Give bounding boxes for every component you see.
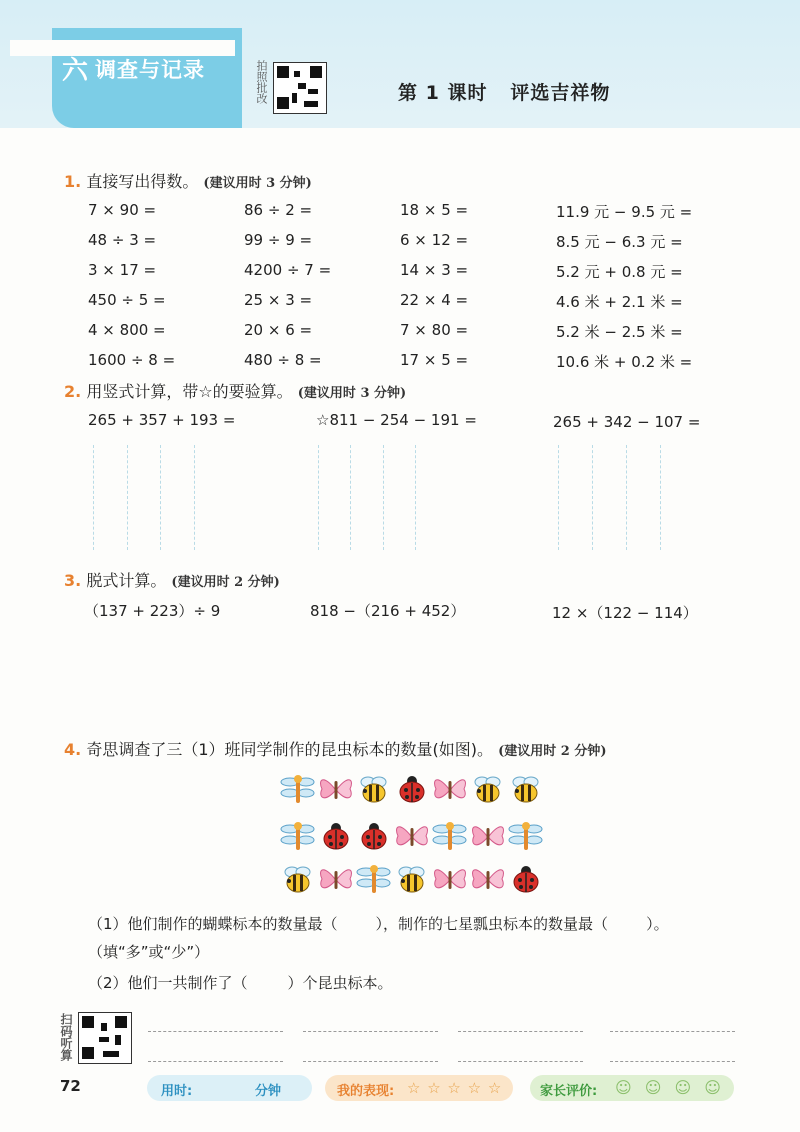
ladybug-icon — [394, 773, 430, 809]
answer-line[interactable] — [610, 1061, 735, 1062]
question-text: 脱式计算。 — [86, 571, 167, 590]
guide-line — [660, 445, 661, 550]
dragonfly-icon — [280, 773, 316, 809]
q1-expression: 99 ÷ 9 = — [244, 231, 313, 249]
q4-sub-2 — [88, 972, 393, 993]
qr-code-icon[interactable] — [78, 1012, 132, 1064]
question-1-heading — [64, 169, 312, 192]
butterfly-icon — [432, 773, 468, 809]
guide-line — [415, 445, 416, 550]
q2-item-3: 265 + 342 − 107 = — [553, 413, 701, 431]
q1-expression: 5.2 米 − 2.5 米 = — [556, 323, 683, 341]
q1-expression: 22 × 4 = — [400, 291, 469, 309]
ladybug-icon — [318, 820, 354, 856]
q4-sub-2-part-b: ）个昆虫标本。 — [287, 974, 393, 992]
q1-expression: 25 × 3 = — [244, 291, 313, 309]
guide-line — [93, 445, 94, 550]
q1-expression: 1600 ÷ 8 = — [88, 351, 176, 369]
parent-label: 家长评价: — [540, 1084, 598, 1099]
answer-line[interactable] — [458, 1061, 583, 1062]
q1-expression: 5.2 元 + 0.8 元 = — [556, 263, 683, 281]
q1-expression: 17 × 5 = — [400, 351, 469, 369]
question-text: 直接写出得数。 — [86, 172, 199, 191]
question-number: 1. — [64, 172, 82, 191]
q1-expression: 14 × 3 = — [400, 261, 469, 279]
butterfly-icon — [318, 773, 354, 809]
guide-line — [383, 445, 384, 550]
q1-expression: 450 ÷ 5 = — [88, 291, 166, 309]
q4-sub-1-part-c: ）。 — [646, 915, 669, 933]
time-hint: (建议用时 2 分钟) — [171, 575, 280, 590]
guide-line — [592, 445, 593, 550]
dragonfly-icon — [280, 820, 316, 856]
butterfly-icon — [470, 863, 506, 899]
question-number: 2. — [64, 382, 82, 401]
q1-expression: 8.5 元 − 6.3 元 = — [556, 233, 683, 251]
question-number: 3. — [64, 571, 82, 590]
scan-correct-label: 拍照批改 — [255, 60, 268, 104]
time-hint: (建议用时 3 分钟) — [297, 386, 407, 401]
butterfly-icon — [470, 820, 506, 856]
q1-expression: 10.6 米 + 0.2 米 = — [556, 353, 693, 371]
parent-box — [530, 1075, 734, 1101]
q1-expression: 18 × 5 = — [400, 201, 469, 219]
guide-line — [626, 445, 627, 550]
star-rating[interactable]: ☆ ☆ ☆ ☆ ☆ — [407, 1079, 503, 1097]
bee-icon — [470, 773, 506, 809]
butterfly-icon — [432, 863, 468, 899]
q1-expression: 4200 ÷ 7 = — [244, 261, 332, 279]
performance-label: 我的表现: — [337, 1084, 395, 1099]
q1-expression: 48 ÷ 3 = — [88, 231, 157, 249]
guide-line — [558, 445, 559, 550]
guide-line — [160, 445, 161, 550]
scan-listen-label: 扫码听算 — [59, 1013, 73, 1061]
guide-line — [194, 445, 195, 550]
dragonfly-icon — [356, 863, 392, 899]
time-box — [147, 1075, 312, 1101]
lesson-title — [398, 78, 610, 105]
dragonfly-icon — [432, 820, 468, 856]
q4-sub-1 — [88, 913, 669, 934]
performance-box — [325, 1075, 513, 1101]
q4-sub-2-part-a: （2）他们一共制作了（ — [88, 974, 248, 992]
ladybug-icon — [508, 863, 544, 899]
q1-expression: 11.9 元 − 9.5 元 = — [556, 203, 693, 221]
time-hint: (建议用时 3 分钟) — [203, 176, 312, 191]
page-number: 72 — [60, 1077, 81, 1095]
q1-expression: 6 × 12 = — [400, 231, 469, 249]
q4-sub-1-part-b: ），制作的七星瓢虫标本的数量最（ — [375, 915, 609, 933]
q2-item-1: 265 + 357 + 193 = — [88, 411, 236, 429]
q3-item-2: 818 −（216 + 452） — [310, 602, 466, 620]
question-text: 奇思调查了三（1）班同学制作的昆虫标本的数量(如图)。 — [86, 740, 493, 759]
bee-icon — [394, 863, 430, 899]
q2-item-2: ☆811 − 254 − 191 = — [316, 411, 477, 429]
time-label: 用时: — [161, 1084, 193, 1099]
question-text: 用竖式计算，带☆的要验算。 — [86, 382, 293, 401]
q1-expression: 20 × 6 = — [244, 321, 313, 339]
chapter-number: 六 — [62, 56, 89, 86]
lesson-name: 评选吉祥物 — [510, 82, 611, 104]
question-number: 4. — [64, 740, 82, 759]
guide-line — [127, 445, 128, 550]
guide-line — [350, 445, 351, 550]
ladybug-icon — [356, 820, 392, 856]
q3-item-1: （137 + 223）÷ 9 — [84, 602, 221, 620]
q1-expression: 4.6 米 + 2.1 米 = — [556, 293, 683, 311]
q3-item-3: 12 ×（122 − 114） — [552, 604, 698, 622]
bee-icon — [508, 773, 544, 809]
q1-expression: 7 × 80 = — [400, 321, 469, 339]
answer-line[interactable] — [303, 1031, 438, 1032]
question-2-heading — [64, 379, 406, 402]
answer-line[interactable] — [303, 1061, 438, 1062]
time-unit: 分钟 — [255, 1084, 282, 1099]
bee-icon — [356, 773, 392, 809]
question-3-heading — [64, 568, 280, 591]
dragonfly-icon — [508, 820, 544, 856]
q1-expression: 7 × 90 = — [88, 201, 157, 219]
q1-expression: 4 × 800 = — [88, 321, 166, 339]
q1-expression: 86 ÷ 2 = — [244, 201, 313, 219]
q4-sub-1-part-a: （1）他们制作的蝴蝶标本的数量最（ — [88, 915, 338, 933]
answer-line[interactable] — [148, 1061, 283, 1062]
answer-line[interactable] — [458, 1031, 583, 1032]
answer-line[interactable] — [610, 1031, 735, 1032]
bee-icon — [280, 863, 316, 899]
butterfly-icon — [318, 863, 354, 899]
face-rating[interactable]: ☺ ☺ ☺ ☺ — [615, 1078, 725, 1097]
answer-line[interactable] — [148, 1031, 283, 1032]
q4-sub-1-note: （填“多”或“少”） — [88, 943, 210, 961]
guide-line — [318, 445, 319, 550]
chapter-title: 调查与记录 — [95, 58, 205, 82]
butterfly-icon — [394, 820, 430, 856]
q1-expression: 3 × 17 = — [88, 261, 157, 279]
lesson-number: 第 1 课时 — [398, 82, 488, 104]
q1-expression: 480 ÷ 8 = — [244, 351, 322, 369]
time-hint: (建议用时 2 分钟) — [498, 744, 607, 759]
question-4-heading — [64, 737, 606, 760]
qr-code-icon[interactable] — [273, 62, 327, 114]
